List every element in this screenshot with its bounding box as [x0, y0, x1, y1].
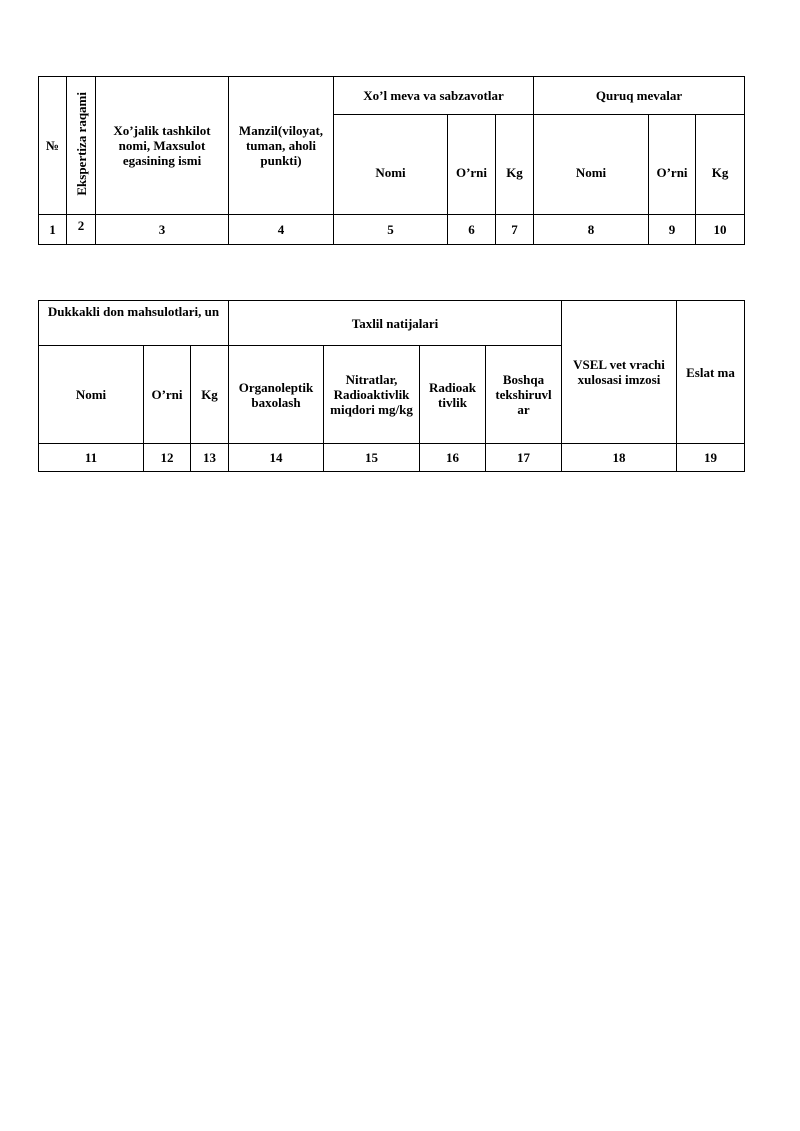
- header-dried-name: Nomi: [534, 115, 649, 215]
- column-number-cell: 3: [96, 215, 229, 245]
- column-number-cell: 4: [229, 215, 334, 245]
- header-number: №: [39, 77, 67, 215]
- column-number-cell: 8: [534, 215, 649, 245]
- header-analysis-group: Taxlil natijalari: [229, 301, 562, 346]
- column-number-cell: 7: [496, 215, 534, 245]
- column-number-cell: 19: [677, 444, 745, 472]
- header-grain-name: Nomi: [39, 346, 144, 444]
- header-nitrates: Nitratlar, Radioaktivlik miqdori mg/kg: [324, 346, 420, 444]
- grain-analysis-table: [38, 300, 745, 472]
- header-grain-place: O’rni: [144, 346, 191, 444]
- column-number-cell: 10: [696, 215, 745, 245]
- header-expertise-number: [67, 77, 96, 215]
- header-vet-conclusion: VSEL vet vrachi xulosasi imzosi: [562, 301, 677, 444]
- header-dried-kg: Kg: [696, 115, 745, 215]
- header-organoleptic: Organoleptik baxolash: [229, 346, 324, 444]
- column-number-cell: 15: [324, 444, 420, 472]
- column-number-cell: 13: [191, 444, 229, 472]
- column-number-cell: 12: [144, 444, 191, 472]
- column-number-cell: 1: [39, 215, 67, 245]
- header-organization: Xo’jalik tashkilot nomi, Maxsulot egasining ismi: [96, 77, 229, 215]
- header-fresh-kg: Kg: [496, 115, 534, 215]
- column-number-cell: 14: [229, 444, 324, 472]
- column-number-cell: 18: [562, 444, 677, 472]
- header-grain-kg: Kg: [191, 346, 229, 444]
- header-note: Eslat ma: [677, 301, 745, 444]
- header-other-tests: Boshqa tekshiruvl ar: [486, 346, 562, 444]
- header-fresh-place: O’rni: [448, 115, 496, 215]
- column-number-cell: 2: [67, 215, 96, 245]
- column-number-cell: 9: [649, 215, 696, 245]
- column-number-cell: 11: [39, 444, 144, 472]
- header-fresh-name: Nomi: [334, 115, 448, 215]
- header-fresh-group: Xo’l meva va sabzavotlar: [334, 77, 534, 115]
- column-number-cell: 5: [334, 215, 448, 245]
- column-number-cell: 6: [448, 215, 496, 245]
- header-grain-group: Dukkakli don mahsulotlari, un: [39, 301, 229, 346]
- column-number-cell: 17: [486, 444, 562, 472]
- header-dried-place: O’rni: [649, 115, 696, 215]
- column-number-cell: 16: [420, 444, 486, 472]
- fresh-dried-products-table: [38, 76, 745, 245]
- header-address: Manzil(viloyat, tuman, aholi punkti): [229, 77, 334, 215]
- header-dried-group: Quruq mevalar: [534, 77, 745, 115]
- header-expertise-number-label: Ekspertiza raqami: [73, 92, 89, 196]
- header-radioactivity: Radioak tivlik: [420, 346, 486, 444]
